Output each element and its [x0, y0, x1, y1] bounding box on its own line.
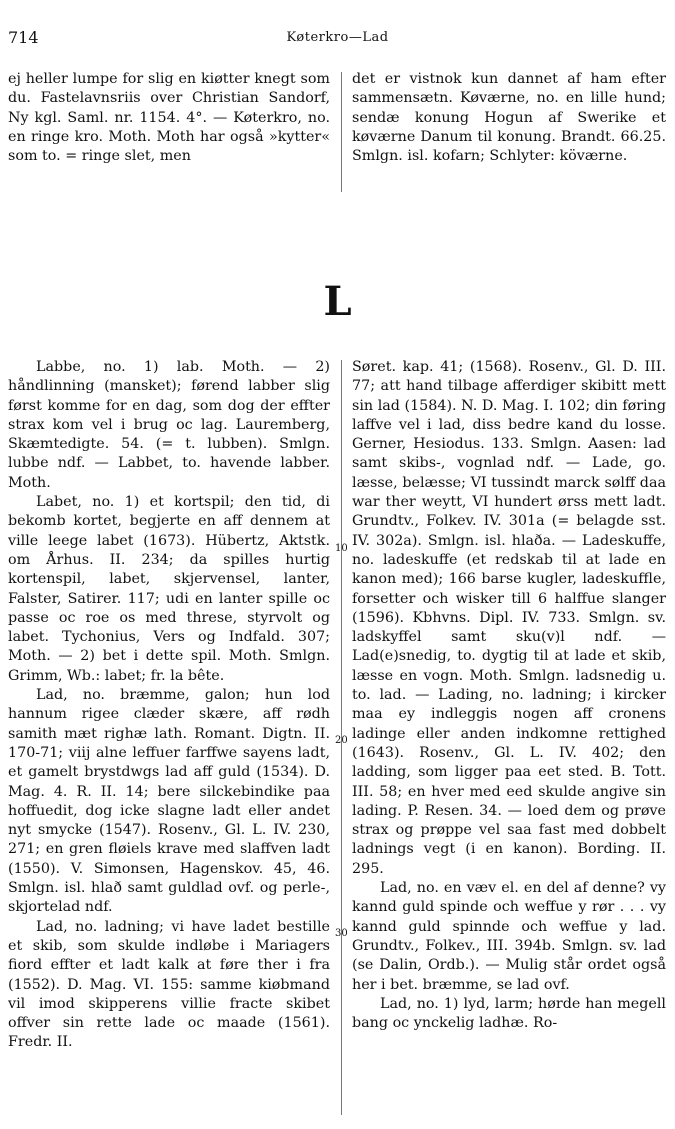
paragraph: det er vistnok kun dannet af ham efter sammensætn. Køværne, no. en lille hund; sendæ konung Hogun af Swerike et køværne Danum til konung. Brandt. 66.25. Smlgn. isl. kofarn; Schlyter: köværne. — [352, 71, 666, 165]
entry-paragraph: Labbe, no. 1) lab. Moth. — 2) håndlinning (mansket); førend labber slig først komme for en dag, som dog der effter strax kom vel i brug oc lag. Lauremberg, Skæmtedigte. 54. (= t. lubben). Smlgn. lubbe ndf. — Labbet, to. havende labber. Moth. — [8, 359, 330, 491]
paragraph: ej heller lumpe for slig en kiøtter knegt som du. Fastelavnsriis over Christian Sandorf, Ny kgl. Saml. nr. 1154. 4°. — Køterkro, no. en ringe kro. Moth. Moth har også »kytter« som to. = ringe slet, men — [8, 71, 330, 165]
top-right-column — [352, 70, 666, 166]
line-number: 20 — [335, 735, 348, 746]
bottom-left-column — [8, 358, 330, 1053]
line-number: 10 — [335, 543, 348, 554]
column-divider — [341, 72, 342, 192]
entry-paragraph: Søret. kap. 41; (1568). Rosenv., Gl. D. III. 77; att hand tilbage afferdiger skibitt mett sin lad (1584). N. D. Mag. I. 102; din føring laffve vel i lad, diss bedre kand du losse. Gerner, Hesiodus. 133. Smlgn. Aasen: lad samt skibs-, vognlad ndf. — Lade, go. læsse, belæsse; VI tussindt marck sølff daa war ther weytt, VI hundert ørss mett ladt. Grundtv., Folkev. IV. 301a (= belagde sst. IV. 302a). Smlgn. isl. hlaða. — Ladeskuffe, no. ladeskuffe (et redskab til at lade en kanon med); 166 barse kugler, ladeskuffle, forsetter och wisker till 6 halffue slanger (1596). Kbhvns. Dipl. IV. 733. Smlgn. sv. ladskyffel samt sku(v)l ndf. — Lad(e)snedig, to. dygtig til at lade et skib, læsse en vogn. Moth. Smlgn. ladsnedig u. to. lad. — Lading, no. ladning; i kircker maa ey indleggis nogen aff cronens ladinge eller anden indkomne rettighed (1643). Rosenv., Gl. L. IV. 402; den ladding, som ligger paa eet sted. B. Tott. III. 58; en hver med eed skulde angive sin lading. P. Resen. 34. — loed dem og prøve strax og prøppe vel saa fast med dobbelt ladnings vegt (i en kanon). Bording. II. 295. — [352, 359, 666, 877]
page-header — [0, 28, 675, 50]
bottom-right-column — [352, 358, 666, 1033]
entry-paragraph: Lad, no. bræmme, galon; hun lod hannum rigee clæder skære, aff rødh samith mæt righæ lath. Romant. Digtn. II. 170-71; viij alne leffuer farffwe sayens ladt, et gamelt brystdwgs lad aff guld (1534). D. Mag. 4. R. II. 14; bere silckebindike paa hoffuedit, dog icke slagne ladt eller andet nyt smycke (1547). Rosenv., Gl. L. IV. 230, 271; en gren fløiels krave med slaffven ladt (1550). V. Simonsen, Hagenskov. 45, 46. Smlgn. isl. hlað samt guldlad ovf. og perle-, skjortelad ndf. — [8, 687, 330, 916]
entry-paragraph: Lad, no. ladning; vi have ladet bestille et skib, som skulde indløbe i Mariagers fiord effter et ladt kalk at føre ther i fra (1552). D. Mag. VI. 155: samme kiøbmand vil imod skipperens villie fracte skibet offver sin rette lade oc maade (1561). Fredr. II. — [8, 918, 330, 1051]
section-letter: L — [323, 278, 352, 325]
page-number: 714 — [8, 28, 39, 47]
entry-paragraph: Lad, no. en væv el. en del af denne? vy kannd guld spinde och weffue y rør . . . vy kannd guld spinnde och weffue y lad. Grundtv., Folkev., III. 394b. Smlgn. sv. lad (se Dalin, Ordb.). — Mulig står ordet også her i bet. bræmme, se lad ovf. — [352, 880, 666, 993]
running-title: Køterkro—Lad — [286, 30, 389, 45]
entry-paragraph: Lad, no. 1) lyd, larm; hørde han megell bang oc ynckelig ladhæ. Ro- — [352, 995, 666, 1032]
line-number: 30 — [335, 928, 348, 939]
entry-paragraph: Labet, no. 1) et kortspil; den tid, di bekomb kortet, begjerte en aff dennem at ville leege labet (1673). Hübertz, Aktstk. om Århus. II. 234; da spilles hurtig kortenspil, labet, skjervensel, lanter, Falster, Satirer. 117; udi en lanter spille oc passe oc roe os med threse, styrvolt og labet. Tychonius, Vers og Indfald. 307; Moth. — 2) bet i dette spil. Moth. Smlgn. Grimm, Wb.: labet; fr. la bête. — [8, 494, 330, 684]
top-left-column — [8, 70, 330, 166]
